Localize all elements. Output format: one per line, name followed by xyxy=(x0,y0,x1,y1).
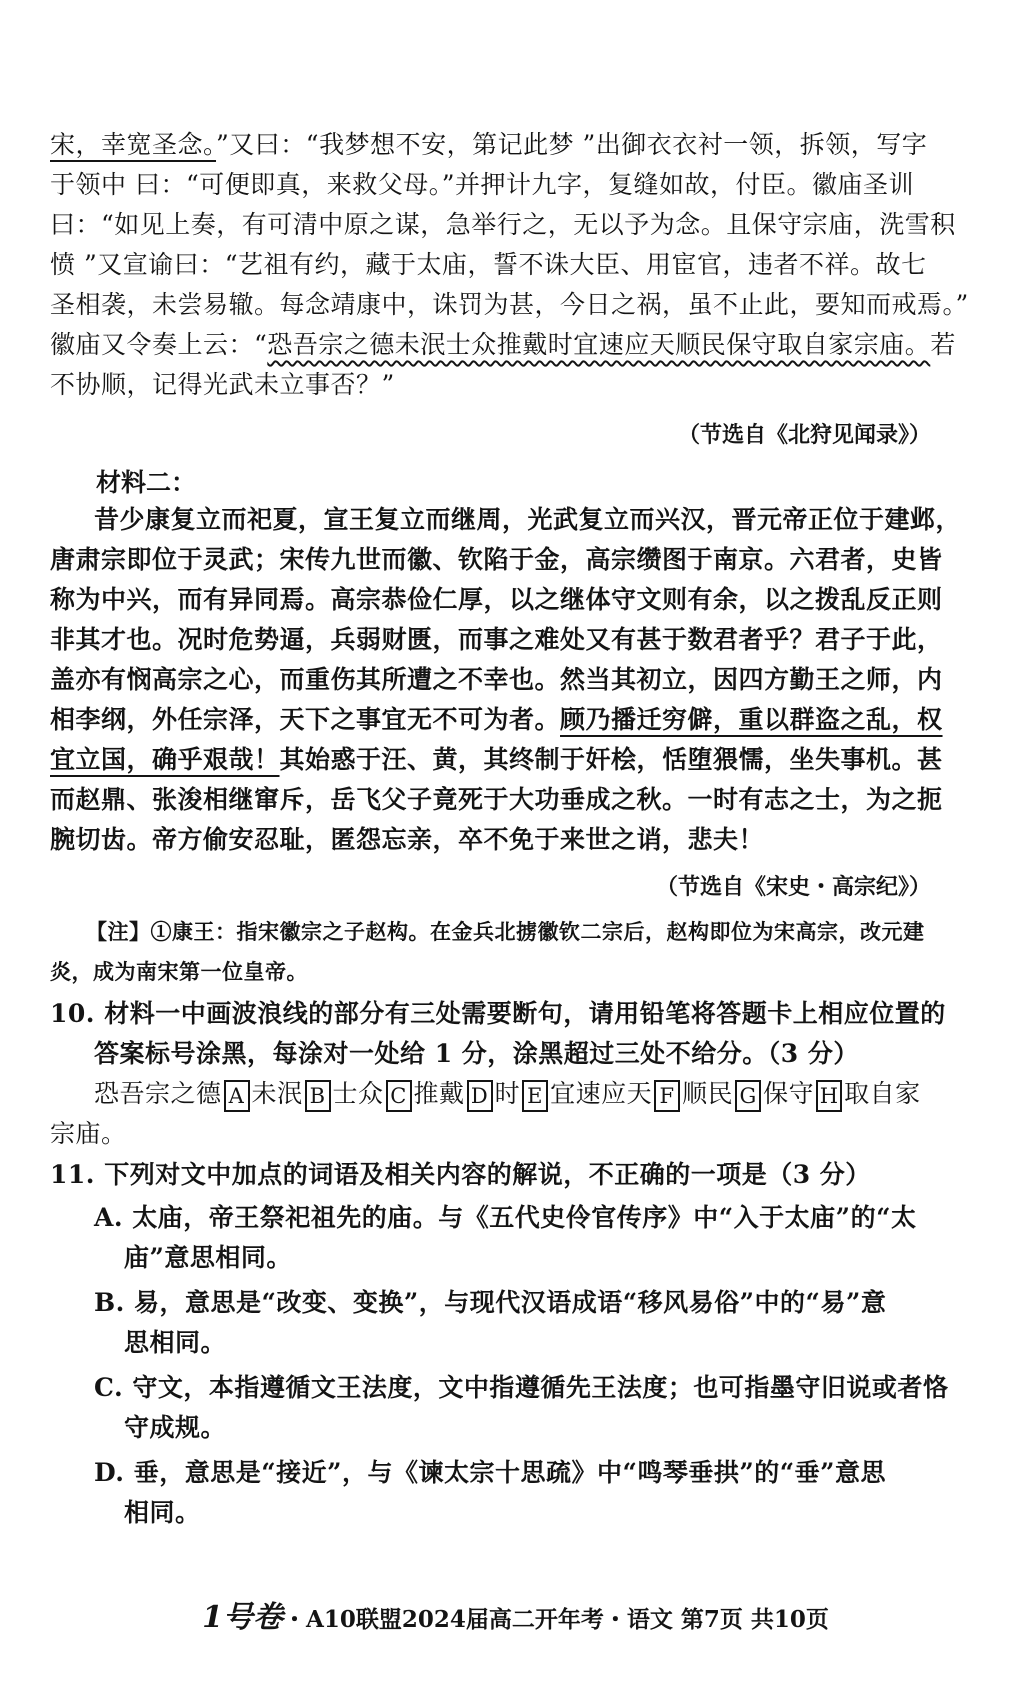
source-citation: （节选自《宋史・高宗纪》） xyxy=(655,874,931,900)
option-d[interactable]: D. 垂，意思是“接近”，与《谏太宗十思疏》中“鸣琴垂拱”的“垂”意思 xyxy=(94,1458,886,1487)
underlined-text: 顾乃播迁穷僻，重以群盗之乱，权 xyxy=(560,705,943,734)
text-line: 唐肃宗即位于灵武；宋传九世而徽、钦陷于金，高宗缵图于南京。六君者，史皆 xyxy=(50,545,943,574)
answer-box-c[interactable]: C xyxy=(386,1080,412,1112)
source-citation: （节选自《北狩见闻录》） xyxy=(677,422,931,448)
option-d-cont: 相同。 xyxy=(124,1498,201,1527)
question-stem: 11. 下列对文中加点的词语及相关内容的解说，不正确的一项是（3 分） xyxy=(50,1160,871,1189)
text-line: 昔少康复立而祀夏，宣王复立而继周，光武复立而兴汉，晋元帝正位于建邺， xyxy=(94,505,962,534)
text-line: 称为中兴，而有异同焉。高宗恭俭仁厚，以之继体守文则有余，以之拨乱反正则 xyxy=(50,585,943,614)
option-b[interactable]: B. 易，意思是“改变、变换”，与现代汉语成语“移风易俗”中的“易”意 xyxy=(94,1288,887,1317)
sentence-break-options: 恐吾宗之德 A 未泯 B 士众 C 推戴 D 时 E 宜速应天 F 顺民 G 保守 H 取自家 xyxy=(50,1074,930,1114)
answer-box-e[interactable]: E xyxy=(522,1080,548,1112)
question-10 xyxy=(50,994,946,1154)
material-two xyxy=(50,500,962,860)
text-line: 曰：“如见上奏，有可清中原之谋，急举行之，无以予为念。且保守宗庙，洗雪积 xyxy=(50,210,956,239)
text-line: 徽庙又令奏上云：“恐吾宗之德未泯士众推戴时宜速应天顺民保守取自家宗庙。若 xyxy=(50,330,956,359)
option-b-cont: 思相同。 xyxy=(124,1328,227,1357)
answer-box-d[interactable]: D xyxy=(467,1080,493,1112)
text-line: 非其才也。况时危势逼，兵弱财匮，而事之难处又有甚于数君者乎？君子于此， xyxy=(50,625,943,654)
text-line: 宗庙。 xyxy=(50,1119,127,1148)
question-11 xyxy=(50,1155,930,1195)
answer-box-a[interactable]: A xyxy=(224,1080,250,1112)
page-footer xyxy=(0,1592,1031,1636)
text-line: 腕切齿。帝方偷安忍耻，匿怨忘亲，卒不免于来世之诮，悲夫！ xyxy=(50,825,765,854)
answer-box-b[interactable]: B xyxy=(305,1080,331,1112)
text-line: 愤 ”又宣谕曰：“艺祖有约，藏于太庙，誓不诛大臣、用宦官，违者不祥。故七 xyxy=(50,250,927,279)
text-line: 而赵鼎、张浚相继窜斥，岳飞父子竟死于大功垂成之秋。一时有志之士，为之扼 xyxy=(50,785,943,814)
note-line: 炎，成为南宋第一位皇帝。 xyxy=(50,959,308,984)
brand-logo: 1号卷 xyxy=(202,1600,283,1635)
option-a-cont: 庙”意思相同。 xyxy=(124,1243,292,1272)
wavy-underline-text: 恐吾宗之德未泯士众推戴时宜速应天顺民保守取自家宗庙。 xyxy=(267,330,931,359)
text-line: 盖亦有悯高宗之心，而重伤其所遭之不幸也。然当其初立，因四方勤王之师，内 xyxy=(50,665,943,694)
text-line: 宋，幸宽圣念。”又曰：“我梦想不安，第记此梦 ”出御衣衣衬一领，拆领，写字 xyxy=(50,130,928,159)
option-c[interactable]: C. 守文，本指遵循文王法度，文中指遵循先王法度；也可指墨守旧说或者恪 xyxy=(94,1373,949,1402)
question-stem: 10. 材料一中画波浪线的部分有三处需要断句，请用铅笔将答题卡上相应位置的 xyxy=(50,999,946,1028)
answer-box-h[interactable]: H xyxy=(816,1080,842,1112)
option-c-cont: 守成规。 xyxy=(124,1413,227,1442)
underlined-text: 宜立国，确乎艰哉！ xyxy=(50,745,280,774)
material-one xyxy=(50,125,969,405)
answer-box-g[interactable]: G xyxy=(735,1080,761,1112)
question-11-options xyxy=(94,1198,949,1533)
annotation-note xyxy=(50,912,930,992)
option-a[interactable]: A. 太庙，帝王祭祀祖先的庙。与《五代史伶官传序》中“入于太庙”的“太 xyxy=(94,1203,917,1232)
question-stem: 答案标号涂黑，每涂对一处给 1 分，涂黑超过三处不给分。（3 分） xyxy=(94,1039,859,1068)
section-heading: 材料二： xyxy=(96,468,197,497)
text-line: 宜立国，确乎艰哉！其始惑于汪、黄，其终制于奸桧，恬堕猥懦，坐失事机。甚 xyxy=(50,745,943,774)
text-line: 相李纲，外任宗泽，天下之事宜无不可为者。顾乃播迁穷僻，重以群盗之乱，权 xyxy=(50,705,943,734)
answer-box-f[interactable]: F xyxy=(654,1080,680,1112)
note-line: 【注】①康王：指宋徽宗之子赵构。在金兵北掳徽钦二宗后，赵构即位为宋高宗，改元建 xyxy=(86,919,925,944)
text-line: 于领中 曰：“可便即真，来救父母。”并押计九字，复缝如故，付臣。徽庙圣训 xyxy=(50,170,915,199)
underlined-text: 宋，幸宽圣念。 xyxy=(50,130,217,159)
footer-text: ・A10联盟2024届高二开年考・语文 第7页 共10页 xyxy=(282,1606,829,1633)
text-line: 圣相袭，未尝易辙。每念靖康中，诛罚为甚，今日之祸，虽不止此，要知而戒焉。” xyxy=(50,290,969,319)
text-line: 不协顺，记得光武未立事否？” xyxy=(50,370,395,399)
